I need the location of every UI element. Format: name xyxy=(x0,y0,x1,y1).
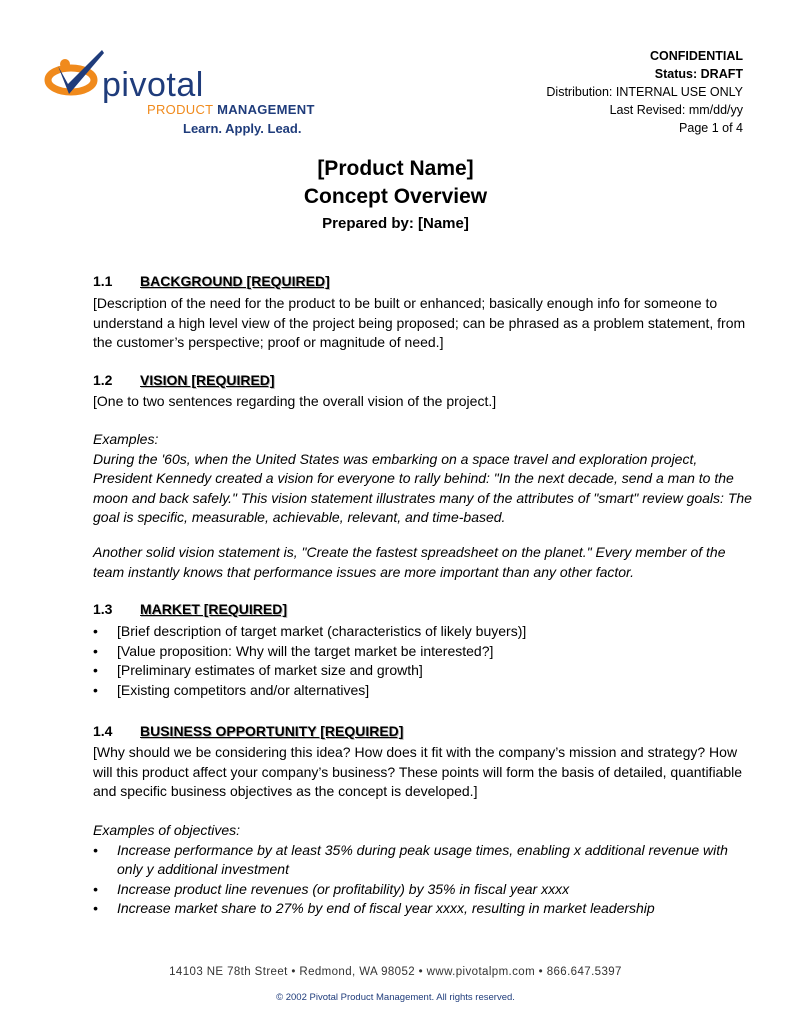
list-item xyxy=(93,642,753,662)
last-revised-label: Last Revised: mm/dd/yy xyxy=(609,103,743,117)
footer-address: 14103 NE 78th Street • Redmond, WA 98052 • www.pivotalpm.com • 866.647.5397 xyxy=(169,966,622,978)
section-number: 1.1 xyxy=(93,273,113,289)
document-meta xyxy=(546,47,743,137)
bullet-icon: • xyxy=(93,623,98,639)
confidential-label: CONFIDENTIAL xyxy=(649,49,743,63)
list-item xyxy=(93,681,753,701)
logo-subtitle xyxy=(147,102,315,117)
section-number: 1.3 xyxy=(93,601,113,617)
vision-examples xyxy=(93,430,753,528)
bullet-icon: • xyxy=(93,900,98,916)
bullet-icon: • xyxy=(93,880,98,897)
vision-example-2: Another solid vision statement is, "Create the fastest spreadsheet on the planet." Every member of the team instantly knows that performance issues are more important than any other factor. xyxy=(93,544,726,580)
market-bullet-list xyxy=(93,622,753,700)
vision-example-2-block xyxy=(93,543,753,582)
list-item-text: [Brief description of target market (characteristics of likely buyers)] xyxy=(117,623,527,639)
section-heading-vision xyxy=(93,372,275,388)
vision-example-1: During the '60s, when the United States was embarking on a space travel and exploration project, President Kennedy created a vision for everyone to rally behind: "In the next decade, send a man to the moon and back safely." This vision statement illustrates many of the attributes of "smart" review goals: The goal is specific, measurable, achievable, relevant, and time-based. xyxy=(93,450,752,525)
list-item-text: Increase market share to 27% by end of fiscal year xxxx, resulting in market leadership xyxy=(117,900,655,916)
section-number: 1.4 xyxy=(93,723,113,739)
list-item xyxy=(93,880,753,900)
logo-sub-management: MANAGEMENT xyxy=(217,102,315,117)
bullet-icon: • xyxy=(93,841,98,858)
prepared-by: Prepared by: [Name] xyxy=(322,215,469,232)
list-item xyxy=(93,622,753,642)
section-body-background xyxy=(93,294,753,353)
logo-tagline: Learn. Apply. Lead. xyxy=(183,121,302,136)
logo-wordmark: pivotal xyxy=(102,66,204,104)
document-title: Concept Overview xyxy=(303,185,488,208)
section-heading-background xyxy=(93,273,330,289)
background-paragraph: [Description of the need for the product to be built or enhanced; basically enough info for someone to understand a high level view of the project being proposed; can be phrased as a problem statement, from the customer’s perspective; proof or magnitude of need.] xyxy=(93,295,746,350)
list-item xyxy=(93,841,753,880)
section-heading-market xyxy=(93,601,287,617)
section-title: VISION [REQUIRED] xyxy=(140,372,275,388)
objectives-label: Examples of objectives: xyxy=(93,822,241,838)
list-item xyxy=(93,661,753,681)
list-item xyxy=(93,899,753,919)
status-label: Status: DRAFT xyxy=(654,67,743,81)
list-item-text: [Existing competitors and/or alternatives] xyxy=(117,681,370,698)
section-body-market xyxy=(93,622,753,700)
distribution-label: Distribution: INTERNAL USE ONLY xyxy=(546,85,743,99)
logo-sub-product: PRODUCT xyxy=(147,102,214,117)
title-block xyxy=(0,155,791,235)
section-body-business-opportunity xyxy=(93,743,753,802)
company-logo xyxy=(44,44,324,140)
footer-copyright: © 2002 Pivotal Product Management. All rights reserved. xyxy=(276,992,515,1003)
section-title: MARKET [REQUIRED] xyxy=(140,601,287,617)
list-item-text: [Value proposition: Why will the target market be interested?] xyxy=(117,642,494,659)
bullet-icon: • xyxy=(93,681,98,698)
section-title: BUSINESS OPPORTUNITY [REQUIRED] xyxy=(140,723,404,739)
section-title: BACKGROUND [REQUIRED] xyxy=(140,273,330,289)
section-heading-business-opportunity xyxy=(93,723,403,739)
bullet-icon: • xyxy=(93,662,98,678)
section-number: 1.2 xyxy=(93,372,113,388)
vision-paragraph: [One to two sentences regarding the overall vision of the project.] xyxy=(93,393,497,409)
list-item-text: [Preliminary estimates of market size and growth] xyxy=(117,662,423,678)
list-item-text: Increase product line revenues (or profitability) by 35% in fiscal year xxxx xyxy=(117,880,570,897)
objectives-bullet-list xyxy=(93,841,753,919)
bullet-icon: • xyxy=(93,642,98,659)
objectives-examples xyxy=(93,821,753,919)
business-opportunity-paragraph: [Why should we be considering this idea? How does it fit with the company’s mission and strategy? How will this product affect your company’s business? These points will form the basis of detailed, quantifiable and specific business objectives as the concept is developed.] xyxy=(93,744,743,799)
section-body-vision xyxy=(93,392,753,412)
page-number: Page 1 of 4 xyxy=(679,121,743,135)
list-item-text: Increase performance by at least 35% during peak usage times, enabling x additional revenue with only y additional investment xyxy=(117,841,728,877)
examples-label: Examples: xyxy=(93,431,159,447)
product-name-title: [Product Name] xyxy=(317,157,474,180)
